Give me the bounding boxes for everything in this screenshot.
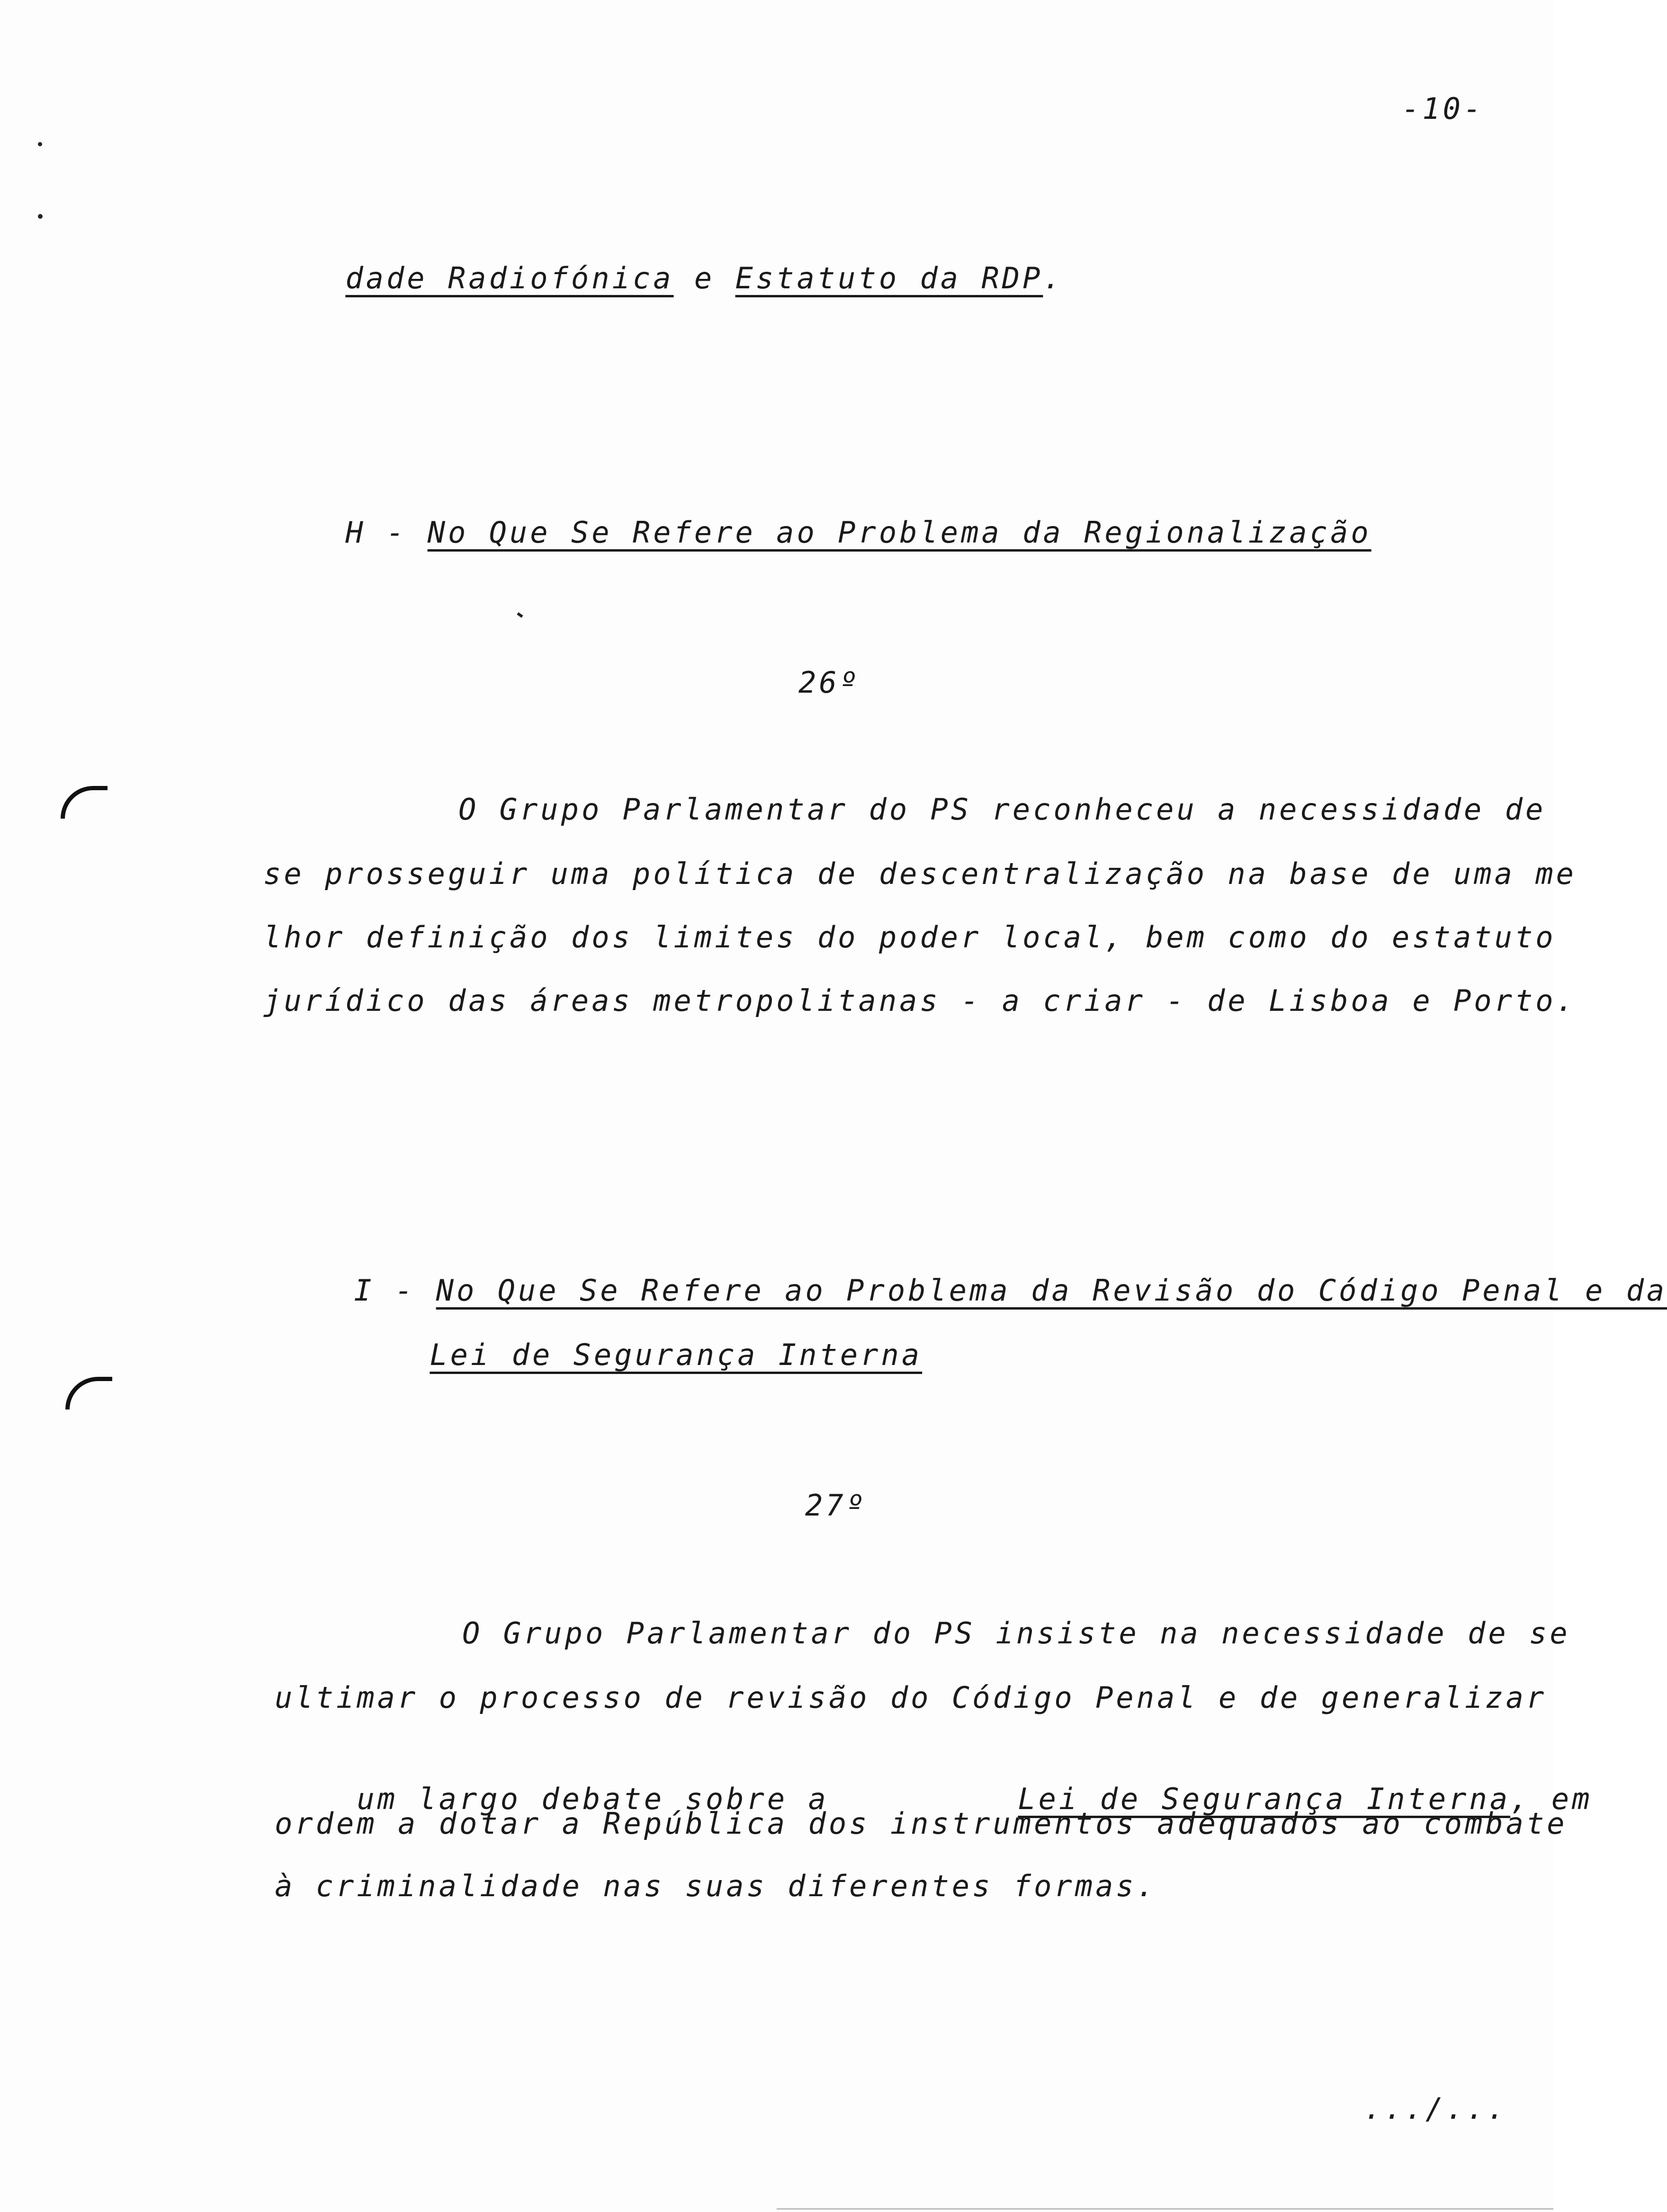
section-i-title-line1: No Que Se Refere ao Problema da Revisão do Código Penal e da [436, 1273, 1667, 1308]
continuation-text-part2: Estatuto da RDP [735, 261, 1043, 295]
margin-speck [38, 142, 42, 146]
section-i-heading-continued [348, 1298, 922, 1412]
article-number-27: 27º [805, 1488, 867, 1523]
section-i-title-line2: Lei de Segurança Interna [430, 1338, 923, 1372]
article-number-26: 26º [798, 665, 860, 700]
section-h-paragraph-line: lhor definição dos limites do poder local, bem como do estatuto [263, 920, 1556, 954]
section-h-heading [263, 476, 1371, 589]
section-i-paragraph-line: ordem a dotar a República dos instrumentos adequados ao combate [275, 1806, 1568, 1841]
section-h-title: No Que Se Refere ao Problema da Regionalização [427, 515, 1371, 550]
section-i-line3-underlined: Lei de Segurança Interna [1018, 1782, 1511, 1816]
section-i-line3-start: um largo debate sobre a [357, 1782, 829, 1816]
scan-edge [777, 2208, 1553, 2210]
continuation-text-part1: dade Radiofónica [345, 261, 674, 295]
section-i-line3-end: , em [1510, 1782, 1593, 1816]
binder-hole-mark [65, 1377, 112, 1409]
section-h-paragraph-line: se prosseguir uma política de descentralização na base de uma me [263, 856, 1577, 891]
margin-speck [38, 214, 43, 219]
section-i-paragraph-line: O Grupo Parlamentar do PS insiste na necessidade de se [462, 1616, 1570, 1650]
section-i-paragraph-line: à criminalidade nas suas diferentes formas. [275, 1869, 1157, 1903]
page-number: -10- [1402, 91, 1484, 126]
section-i-paragraph-line: ultimar o processo de revisão do Código Penal e de generalizar [275, 1680, 1547, 1715]
continuation-line [263, 222, 1064, 335]
section-h-letter: H - [345, 515, 407, 550]
footer-continuation: .../... [1364, 2091, 1508, 2126]
continuation-end: . [1043, 261, 1064, 295]
section-i-letter: I - [354, 1273, 416, 1308]
continuation-joiner: e [673, 261, 735, 295]
margin-speck [517, 612, 523, 618]
section-h-paragraph-line: O Grupo Parlamentar do PS reconheceu a necessidade de [458, 792, 1546, 827]
section-h-paragraph-line: jurídico das áreas metropolitanas - a criar - de Lisboa e Porto. [263, 983, 1577, 1018]
binder-hole-mark [61, 786, 108, 819]
